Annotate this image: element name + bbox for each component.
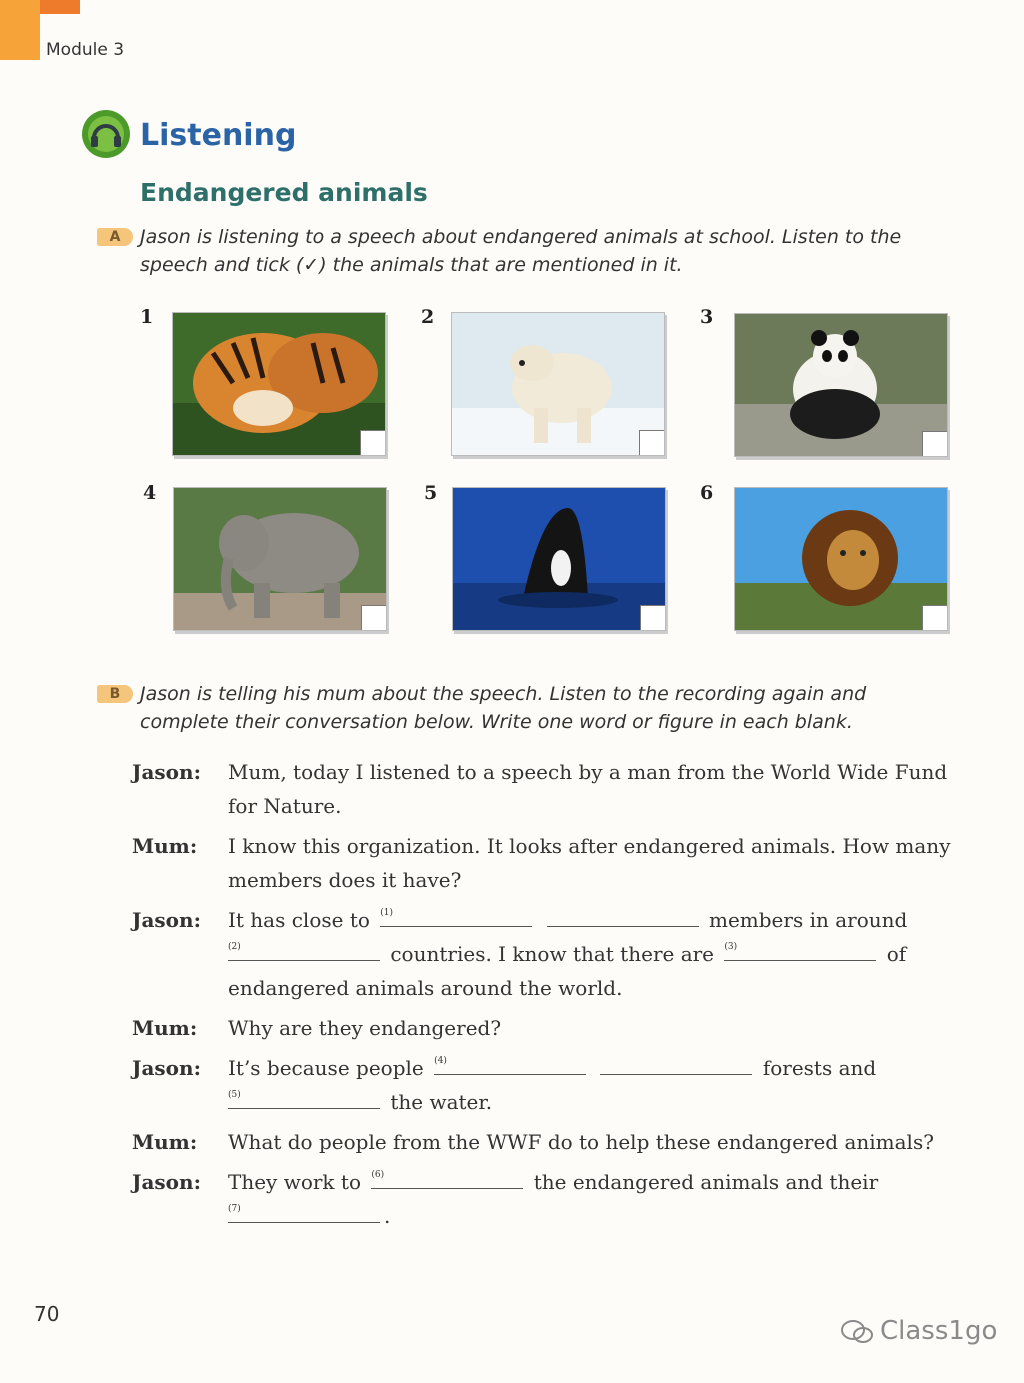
dialog-text: . bbox=[384, 1204, 391, 1228]
part-a-badge: A bbox=[97, 228, 133, 246]
blank-4b[interactable] bbox=[600, 1054, 752, 1075]
animal-number: 6 bbox=[700, 482, 714, 504]
tick-box[interactable] bbox=[639, 430, 665, 456]
dialog-line bbox=[132, 903, 972, 1005]
dialog-line bbox=[132, 829, 972, 897]
blank-number: (5) bbox=[228, 1090, 241, 1100]
dialog-text: the endangered animals and their bbox=[533, 1170, 879, 1194]
blank-number: (3) bbox=[724, 942, 738, 952]
page-number: 70 bbox=[34, 1302, 60, 1326]
corner-decoration bbox=[0, 0, 40, 60]
blank-number: (6) bbox=[371, 1170, 385, 1180]
section-subtitle: Endangered animals bbox=[140, 178, 428, 207]
watermark bbox=[840, 1316, 997, 1346]
dialog-text: What do people from the WWF do to help these endangered animals? bbox=[228, 1130, 934, 1154]
dialog-text: It has close to bbox=[228, 908, 370, 932]
section-title: Listening bbox=[140, 118, 297, 153]
dialog-text: It’s because people bbox=[228, 1056, 424, 1080]
dialog-text: of endangered animals around the world. bbox=[228, 942, 907, 1000]
tick-box[interactable] bbox=[922, 431, 948, 457]
animal-number: 5 bbox=[424, 482, 438, 504]
animal-number: 4 bbox=[143, 482, 157, 504]
dialog-text: the water. bbox=[390, 1090, 493, 1114]
speaker: Mum: bbox=[132, 834, 198, 858]
elephant-photo bbox=[173, 487, 387, 631]
watermark-text: Class1go bbox=[880, 1316, 998, 1346]
dialog-text: members in around bbox=[708, 908, 908, 932]
speaker: Jason: bbox=[132, 1170, 201, 1194]
dialog-text: countries. I know that there are bbox=[390, 942, 715, 966]
panda-photo bbox=[734, 313, 948, 457]
speaker: Jason: bbox=[132, 1056, 201, 1080]
part-b-instruction: Jason is telling his mum about the speech. Listen to the recording again and complete their conversation below. Write one word or figure in each blank. bbox=[140, 683, 867, 733]
dialog-text: forests and bbox=[762, 1056, 877, 1080]
dialog-line bbox=[132, 1165, 972, 1233]
part-b-badge: B bbox=[97, 685, 133, 703]
blank-number: (2) bbox=[228, 942, 241, 952]
dialog-text: Mum, today I listened to a speech by a man from the World Wide Fund for Nature. bbox=[228, 760, 948, 818]
conversation bbox=[132, 755, 972, 1239]
dialog-line bbox=[132, 1011, 972, 1045]
dialog-text: Why are they endangered? bbox=[228, 1016, 502, 1040]
module-label: Module 3 bbox=[46, 40, 125, 60]
speaker: Jason: bbox=[132, 760, 201, 784]
blank-1[interactable] bbox=[380, 906, 532, 927]
dialog-line bbox=[132, 1125, 972, 1159]
tiger-photo bbox=[172, 312, 386, 456]
killer-whale-photo bbox=[452, 487, 666, 631]
blank-number: (1) bbox=[380, 908, 394, 918]
blank-number: (7) bbox=[228, 1204, 241, 1214]
headphones-icon bbox=[80, 108, 132, 160]
dialog-text: They work to bbox=[228, 1170, 361, 1194]
blank-5[interactable] bbox=[228, 1088, 380, 1109]
dialog-text: I know this organization. It looks after endangered animals. How many members does it have? bbox=[228, 834, 951, 892]
polar-bear-photo bbox=[451, 312, 665, 456]
corner-decoration-accent bbox=[40, 0, 80, 14]
dialog-line bbox=[132, 1051, 972, 1119]
animal-number: 3 bbox=[700, 306, 714, 328]
blank-6[interactable] bbox=[371, 1168, 523, 1189]
blank-1b[interactable] bbox=[547, 906, 699, 927]
tick-box[interactable] bbox=[361, 605, 387, 631]
animal-number: 1 bbox=[140, 306, 154, 328]
dialog-line bbox=[132, 755, 972, 823]
blank-2[interactable] bbox=[228, 940, 380, 961]
speaker: Mum: bbox=[132, 1130, 198, 1154]
blank-number: (4) bbox=[434, 1056, 447, 1066]
lion-photo bbox=[734, 487, 948, 631]
blank-3[interactable] bbox=[724, 940, 876, 961]
speaker: Mum: bbox=[132, 1016, 198, 1040]
part-a-instruction: Jason is listening to a speech about endangered animals at school. Listen to the speech and tick (✓) the animals that are mentioned in it. bbox=[140, 226, 902, 276]
tick-box[interactable] bbox=[922, 605, 948, 631]
tick-box[interactable] bbox=[360, 430, 386, 456]
speaker: Jason: bbox=[132, 908, 201, 932]
animal-number: 2 bbox=[421, 306, 435, 328]
blank-7[interactable] bbox=[228, 1202, 380, 1223]
tick-box[interactable] bbox=[640, 605, 666, 631]
wechat-icon bbox=[840, 1319, 874, 1345]
blank-4[interactable] bbox=[434, 1054, 586, 1075]
